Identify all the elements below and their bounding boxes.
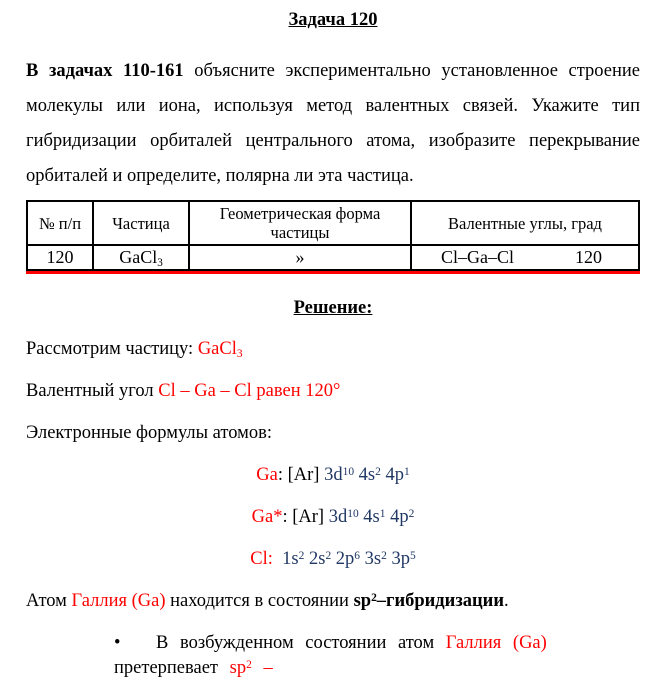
hybridization-line: Атом Галлия (Ga) находится в состоянии $sp^2$–гибридизации.: [26, 591, 509, 611]
page-title: Задача 120: [288, 10, 378, 30]
angle-value: 120: [575, 247, 602, 267]
cell-shape: »: [189, 245, 411, 270]
consider-particle-line: Рассмотрим частицу: GaCl$_3$: [26, 339, 243, 361]
cell-number: 120: [27, 245, 93, 270]
angle-label: Cl–Ga–Cl: [441, 247, 515, 267]
header-particle: Частица: [93, 201, 189, 245]
solution-heading: Решение:: [293, 298, 373, 318]
bullet-marker: •: [114, 633, 121, 653]
intro-paragraph: В задачах 110-161 объясните экспериментально установленное строение молекулы или иона, используя метод валентных связей. Укажите тип гибридизации орбиталей центрального атома, изобразите перекрывание орбиталей и определите, полярна ли эта частица.: [26, 61, 640, 186]
excited-state-bullet: [26, 631, 640, 681]
electron-formulas-heading: Электронные формулы атомов:: [26, 423, 272, 443]
header-shape: Геометрическая форма частицы: [189, 201, 411, 245]
formula-ga: Ga: [Ar] $3d^{10}$ $4s^2$ $4p^1$: [256, 465, 410, 485]
bullet-text: В возбужденном состоянии атом Галлия (Ga) претерпевает $sp^2$ –: [114, 633, 547, 678]
header-angles: Валентные углы, град: [411, 201, 639, 245]
red-underline-rule: [26, 271, 640, 274]
cell-angles: [411, 245, 639, 270]
problem-table: [26, 200, 640, 271]
header-number: № п/п: [27, 201, 93, 245]
table-header-row: [27, 201, 639, 245]
formula-ga-excited: Ga*: [Ar] $3d^{10}$ $4s^1$ $4p^2$: [251, 507, 415, 527]
valence-angle-line: Валентный угол Cl – Ga – Cl равен 120°: [26, 381, 341, 401]
table-row: [27, 245, 639, 270]
formula-cl: Cl: $1s^2$ $2s^2$ $2p^6$ $3s^2$ $3p^5$: [250, 549, 416, 569]
cell-particle: GaCl$_3$: [93, 245, 189, 270]
